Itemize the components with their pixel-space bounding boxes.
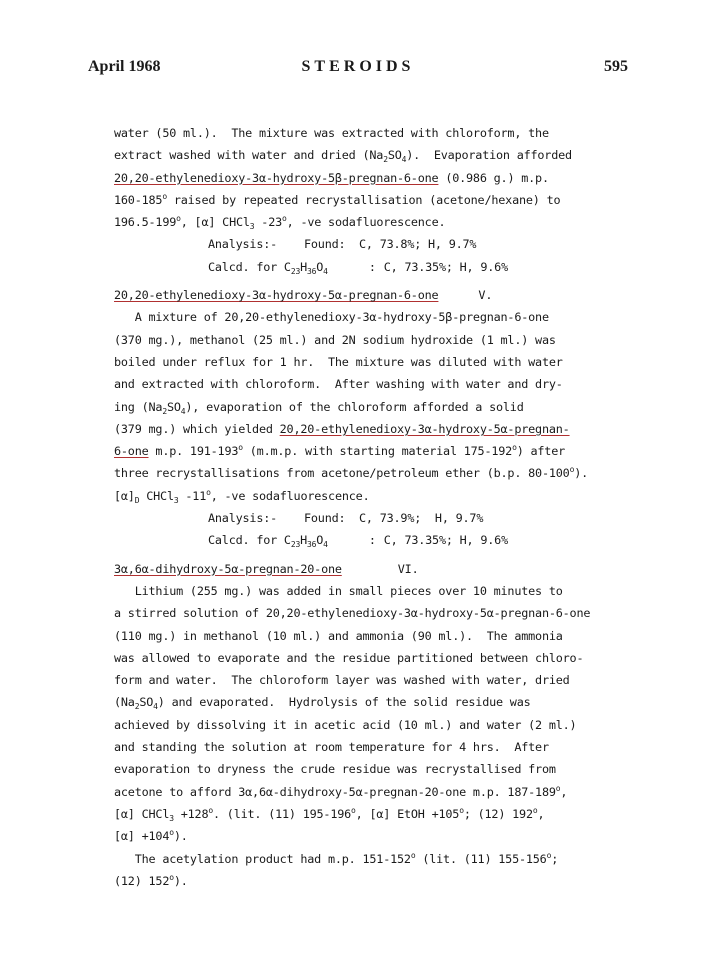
text-line: (379 mg.) which yielded 20,20-ethylenedioxy-3α-hydroxy-5α-pregnan- <box>114 421 570 436</box>
running-header <box>88 58 628 82</box>
text-line: The acetylation product had m.p. 151-152$^o$ (lit. (11) 155-156$^o$; <box>114 850 559 866</box>
paragraph-intro <box>114 122 654 233</box>
text-line: Lithium (255 mg.) was added in small pieces over 10 minutes to <box>114 583 563 598</box>
analysis-block <box>114 507 654 552</box>
text-line: water (50 ml.). The mixture was extracted with chloroform, the <box>114 126 549 140</box>
text-line: was allowed to evaporate and the residue partitioned between chloro- <box>114 650 584 665</box>
text-line: a stirred solution of 20,20-ethylenedioxy-3α-hydroxy-5α-pregnan-6-one <box>114 606 591 621</box>
text-line: (110 mg.) in methanol (10 ml.) and ammonia (90 ml.). The ammonia <box>114 628 563 643</box>
text-line: acetone to afford 3α,6α-dihydroxy-5α-pregnan-20-one m.p. 187-189$^o$, <box>114 783 568 799</box>
analysis-found-line: Analysis:- Found: C, 73.8%; H, 9.7% <box>208 237 477 252</box>
text-line: and standing the solution at room temperature for 4 hrs. After <box>114 740 549 755</box>
text-line: evaporation to dryness the crude residue was recrystallised from <box>114 762 556 777</box>
body-text <box>114 122 654 892</box>
text-line: 160-185$^o$ raised by repeated recrystallisation (acetone/hexane) to <box>114 191 561 207</box>
text-line: $[\alpha]_D$ CHCl$_3$ -11$^o$, -ve sodafluorescence. <box>114 487 370 505</box>
text-line: boiled under reflux for 1 hr. The mixture was diluted with water <box>114 354 563 369</box>
text-line: (370 mg.), methanol (25 ml.) and 2N sodium hydroxide (1 ml.) was <box>114 332 556 347</box>
compound-name-underlined: 20,20-ethylenedioxy-3α-hydroxy-5α-pregnan- <box>279 421 570 436</box>
compound-heading: 20,20-ethylenedioxy-3α-hydroxy-5α-pregnan-6-one V. <box>114 288 493 303</box>
text-line: (12) 152$^o$). <box>114 872 188 888</box>
text-line: [α] CHCl$_3$ $+128^o$. (lit. (11) 195-196$^o$, [α] EtOH $+105^o$; (12) 192$^o$, <box>114 805 545 823</box>
text-line: 6-one m.p. 191-193$^o$ (m.m.p. with starting material 175-192$^o$) after <box>114 443 566 459</box>
text-line: $[\alpha] +104^o$). <box>114 828 188 844</box>
paragraph-reduction <box>114 580 654 892</box>
compound-heading: 3α,6α-dihydroxy-5α-pregnan-20-one VI. <box>114 561 419 576</box>
paragraph-epimerisation <box>114 306 654 507</box>
text-line: A mixture of 20,20-ethylenedioxy-3α-hydroxy-5β-pregnan-6-one <box>114 310 549 325</box>
text-line: three recrystallisations from acetone/petroleum ether (b.p. 80-100$^o$). <box>114 465 588 481</box>
text-line: 20,20-ethylenedioxy-3α-hydroxy-5β-pregnan-6-one (0.986 g.) m.p. <box>114 170 549 185</box>
text-line: form and water. The chloroform layer was washed with water, dried <box>114 673 570 688</box>
issue-date: April 1968 <box>88 58 161 75</box>
journal-title: STEROIDS <box>301 58 415 75</box>
text-line: achieved by dissolving it in acetic acid (10 ml.) and water (2 ml.) <box>114 717 577 732</box>
text-line: and extracted with chloroform. After washing with water and dry- <box>114 377 563 392</box>
analysis-calcd-line: Calcd. for $C_{23}H_{36}O_4$ : C, 73.35%; H, 9.6% <box>208 259 508 276</box>
analysis-block <box>114 233 654 278</box>
page-number: 595 <box>604 58 628 75</box>
text-line: 196.5-199$^o$, [α] CHCl$_3$ -23$^o$, -ve sodafluorescence. <box>114 214 446 232</box>
text-line: $(Na_2SO_4)$ and evaporated. Hydrolysis of the solid residue was <box>114 695 531 712</box>
analysis-found-line: Analysis:- Found: C, 73.9%; H, 9.7% <box>208 511 484 526</box>
text-line: extract washed with water and dried $(Na_2SO_4)$. Evaporation afforded <box>114 148 572 165</box>
analysis-calcd-line: Calcd. for $C_{23}H_{36}O_4$ : C, 73.35%; H, 9.6% <box>208 533 508 550</box>
compound-name-underlined: 20,20-ethylenedioxy-3α-hydroxy-5β-pregnan-6-one <box>114 170 439 185</box>
text-line: ing $(Na_2SO_4)$, evaporation of the chloroform afforded a solid <box>114 399 524 416</box>
